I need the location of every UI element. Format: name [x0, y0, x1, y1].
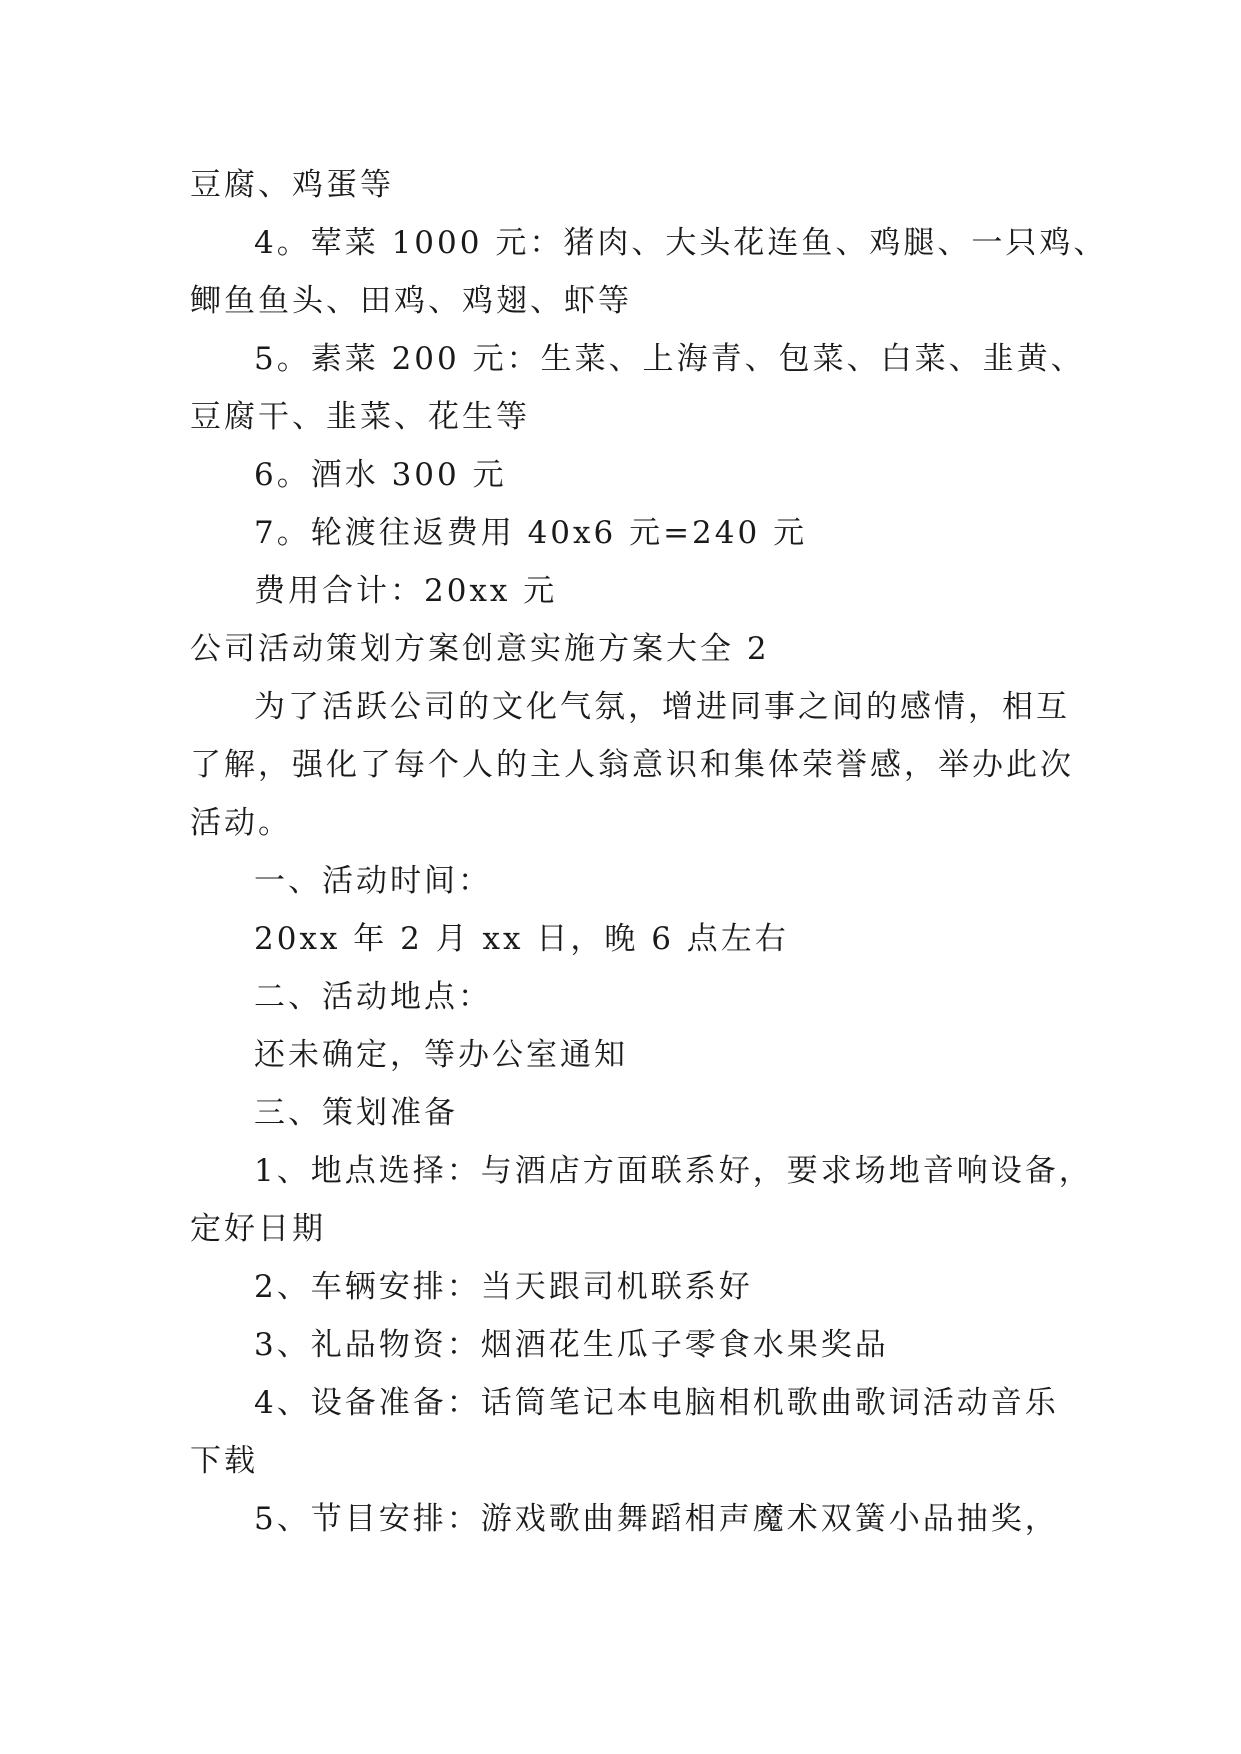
text-line: 5。素菜 200 元：生菜、上海青、包菜、白菜、韭黄、: [254, 341, 1085, 377]
text-line: 5、节目安排：游戏歌曲舞蹈相声魔术双簧小品抽奖，: [254, 1501, 1059, 1537]
text-line: 三、策划准备: [254, 1095, 458, 1131]
text-line: 下载: [190, 1443, 258, 1479]
text-line: 4、设备准备：话筒笔记本电脑相机歌曲歌词活动音乐: [254, 1385, 1059, 1421]
text-line: 二、活动地点：: [254, 979, 492, 1015]
text-line: 活动。: [190, 805, 292, 841]
text-line: 鲫鱼鱼头、田鸡、鸡翅、虾等: [190, 283, 632, 319]
text-line: 4。荤菜 1000 元：猪肉、大头花连鱼、鸡腿、一只鸡、: [254, 225, 1108, 261]
section-heading: 公司活动策划方案创意实施方案大全 2: [190, 631, 770, 667]
text-line: 定好日期: [190, 1211, 326, 1247]
text-line: 豆腐干、韭菜、花生等: [190, 399, 530, 435]
text-line: 一、活动时间：: [254, 863, 492, 899]
text-line: 7。轮渡往返费用 40x6 元=240 元: [254, 515, 808, 551]
text-line: 豆腐、鸡蛋等: [190, 167, 394, 203]
text-line: 了解，强化了每个人的主人翁意识和集体荣誉感，举办此次: [190, 747, 1074, 783]
text-line: 1、地点选择：与酒店方面联系好，要求场地音响设备，: [254, 1153, 1093, 1189]
text-line: 3、礼品物资：烟酒花生瓜子零食水果奖品: [254, 1327, 889, 1363]
text-line: 费用合计：20xx 元: [254, 573, 558, 609]
text-line: 6。酒水 300 元: [254, 457, 507, 493]
text-line: 20xx 年 2 月 xx 日，晚 6 点左右: [254, 921, 789, 957]
text-line: 2、车辆安排：当天跟司机联系好: [254, 1269, 753, 1305]
text-line: 为了活跃公司的文化气氛，增进同事之间的感情，相互: [254, 689, 1070, 725]
text-line: 还未确定，等办公室通知: [254, 1037, 628, 1073]
